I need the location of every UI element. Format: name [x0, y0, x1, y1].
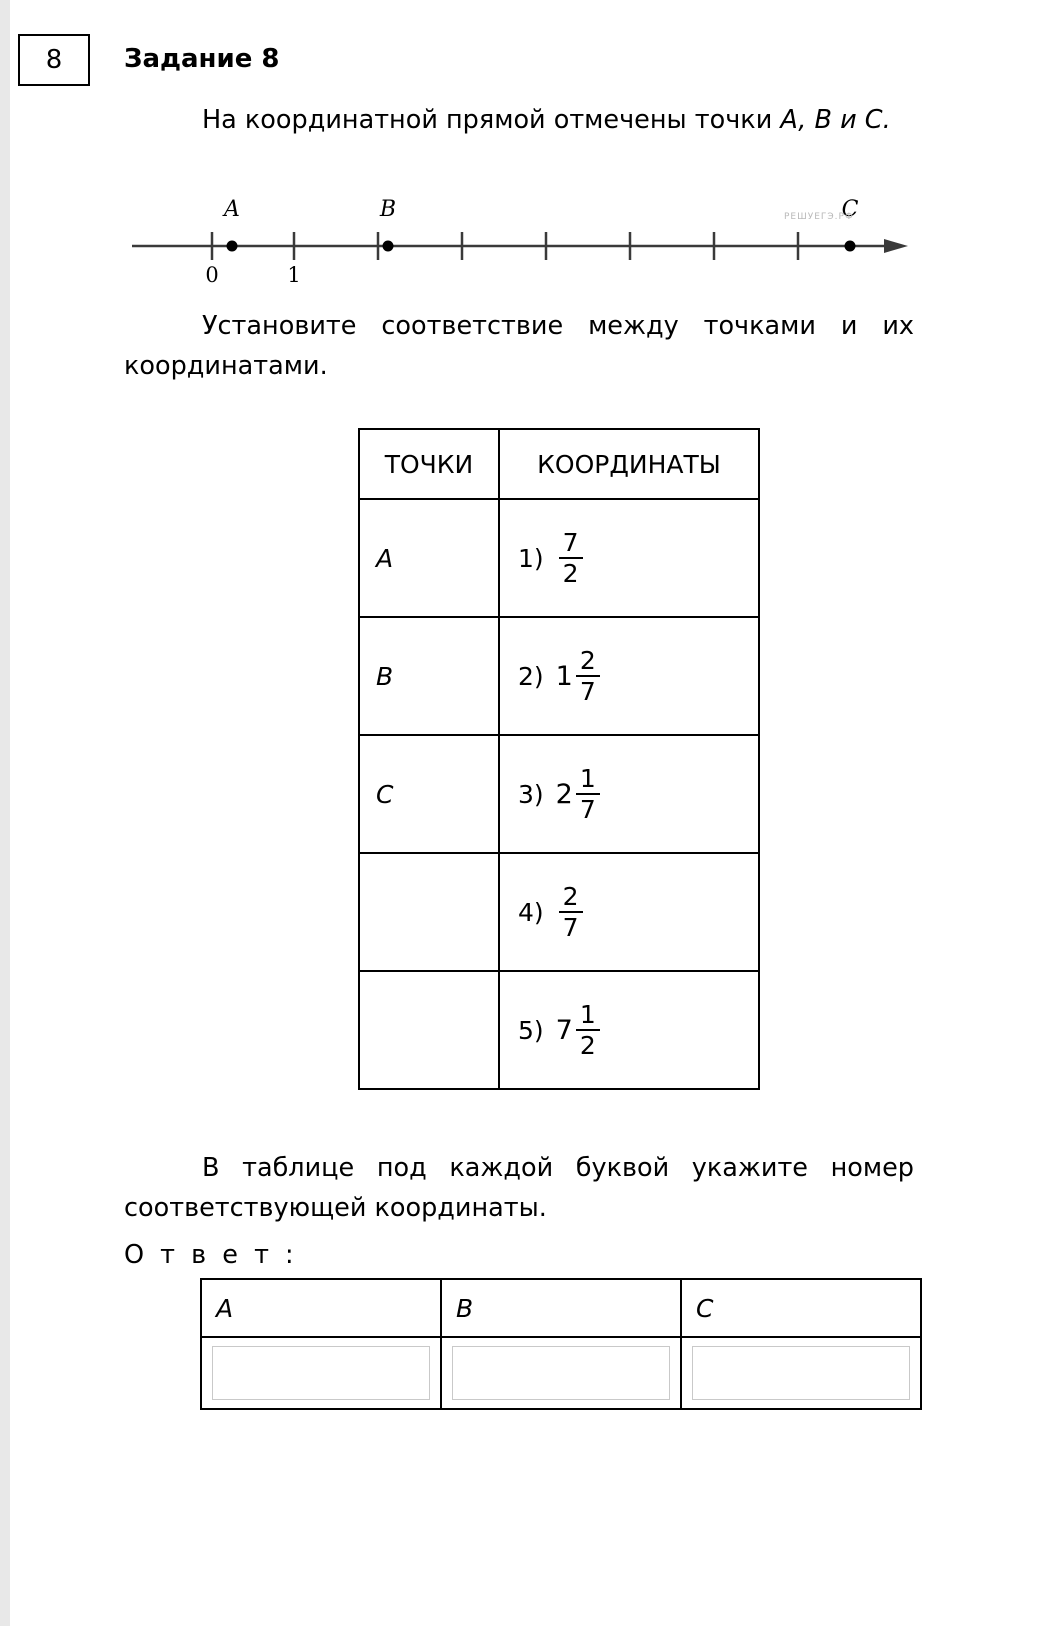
coordinate-option-2	[499, 617, 759, 735]
fraction-numerator: 7	[562, 528, 579, 557]
task-intro-paragraph	[124, 100, 914, 140]
task-intro-text: На координатной прямой отмечены точки	[202, 105, 781, 135]
option-index-2: 2)	[518, 661, 544, 691]
fraction-denominator: 7	[579, 677, 596, 706]
answer-input-row	[201, 1337, 921, 1409]
point-label-a: A	[359, 499, 499, 617]
coordinate-option-1	[499, 499, 759, 617]
option-whole-5: 7	[555, 1014, 573, 1046]
table-header-row	[359, 429, 759, 499]
answer-cell-c	[681, 1337, 921, 1409]
task-number-box	[18, 34, 90, 86]
answer-table	[200, 1278, 922, 1410]
answer-label: О т в е т :	[124, 1240, 298, 1270]
svg-text:C: C	[841, 197, 859, 222]
watermark-text: РЕШУЕГЭ.РФ	[784, 212, 854, 222]
option-index-3: 3)	[518, 779, 544, 809]
coordinate-option-4	[499, 853, 759, 971]
table-row	[359, 853, 759, 971]
table-row	[359, 499, 759, 617]
fraction-numerator: 1	[579, 1000, 596, 1029]
option-index-4: 4)	[518, 897, 544, 927]
fraction-numerator: 2	[562, 882, 579, 911]
point-label-c: C	[359, 735, 499, 853]
svg-text:A: A	[224, 197, 240, 222]
svg-text:0: 0	[205, 263, 219, 287]
matching-table	[358, 428, 760, 1090]
task-intro-points: A, B и C.	[780, 105, 891, 135]
table-row	[359, 971, 759, 1089]
answer-header-c: C	[681, 1279, 921, 1337]
answer-input-b[interactable]	[452, 1346, 670, 1400]
option-fraction-5	[576, 1002, 600, 1058]
answer-cell-a	[201, 1337, 441, 1409]
answer-input-c[interactable]	[692, 1346, 910, 1400]
task-closing-paragraph: В таблице под каждой буквой укажите номер соответствующей координаты.	[124, 1153, 914, 1223]
task-number: 8	[45, 45, 63, 75]
header-coordinates: КООРДИНАТЫ	[499, 429, 759, 499]
point-label-b: B	[359, 617, 499, 735]
option-fraction-2	[576, 648, 600, 704]
task-instruction-paragraph: Установите соответствие между точками и их координатами.	[124, 311, 914, 381]
fraction-denominator: 2	[579, 1031, 596, 1060]
fraction-denominator: 7	[562, 913, 579, 942]
task-title: Задание 8	[124, 44, 280, 74]
answer-header-row	[201, 1279, 921, 1337]
option-whole-2: 1	[555, 660, 573, 692]
table-row	[359, 617, 759, 735]
header-points: ТОЧКИ	[359, 429, 499, 499]
fraction-numerator: 1	[579, 764, 596, 793]
option-fraction-1	[559, 530, 583, 586]
coordinate-option-3	[499, 735, 759, 853]
answer-input-a[interactable]	[212, 1346, 430, 1400]
svg-text:1: 1	[287, 263, 301, 287]
fraction-denominator: 2	[562, 559, 579, 588]
point-label-empty-1	[359, 853, 499, 971]
answer-cell-b	[441, 1337, 681, 1409]
option-index-5: 5)	[518, 1015, 544, 1045]
option-index-1: 1)	[518, 543, 544, 573]
answer-header-b: B	[441, 1279, 681, 1337]
option-whole-3: 2	[555, 778, 573, 810]
answer-header-a: A	[201, 1279, 441, 1337]
fraction-numerator: 2	[579, 646, 596, 675]
table-row	[359, 735, 759, 853]
point-label-empty-2	[359, 971, 499, 1089]
svg-text:B: B	[379, 197, 397, 222]
option-fraction-3	[576, 766, 600, 822]
option-fraction-4	[559, 884, 583, 940]
number-line-figure	[124, 190, 914, 290]
coordinate-option-5	[499, 971, 759, 1089]
fraction-denominator: 7	[579, 795, 596, 824]
